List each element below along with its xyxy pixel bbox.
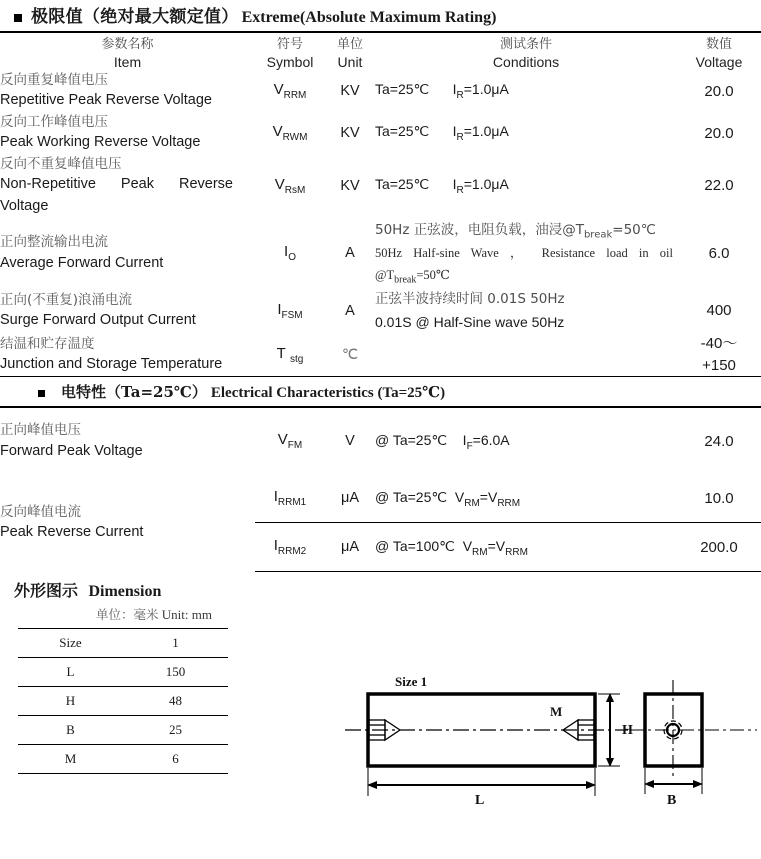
dimension-key: H <box>18 687 123 716</box>
dimension-key: M <box>18 745 123 774</box>
row-unit: ℃ <box>341 346 359 363</box>
row-conditions: Ta=25℃ $I_R=1.0\mu A$ <box>375 123 509 143</box>
header-item-cn: 参数名称 <box>101 37 154 52</box>
row-conditions: @ Ta=100℃ $V_{RM}=V_{RRM}$ <box>375 523 677 572</box>
row-unit: A <box>345 302 355 319</box>
dimension-key: B <box>18 716 123 745</box>
table-row <box>0 408 761 474</box>
row-value: 20.0 <box>704 82 734 100</box>
dimension-title <box>0 572 761 603</box>
section-heading-electrical <box>0 376 761 408</box>
row-item-en: Forward Peak Voltage <box>0 442 143 459</box>
row-unit: μA <box>325 474 375 523</box>
row-conditions <box>375 218 677 289</box>
header-value-cn: 数值 <box>705 37 732 52</box>
table-row <box>0 474 761 523</box>
row-item-cn: 正向整流输出电流 <box>0 234 108 251</box>
row-item <box>0 408 255 474</box>
table-row <box>18 658 228 687</box>
row-item-cn: 正向峰值电压 <box>0 422 81 439</box>
row-symbol: T $_{stg}$ <box>276 344 304 365</box>
row-item <box>0 474 255 572</box>
table-row <box>0 70 761 112</box>
dimension-value: 48 <box>123 687 228 716</box>
dimension-drawing <box>345 672 757 827</box>
dimension-key: Size <box>18 629 123 658</box>
section-heading-extreme-en: Extreme(Absolute Maximum Rating) <box>241 9 497 26</box>
table-header-row <box>0 33 761 70</box>
table-row <box>18 687 228 716</box>
header-symbol-en: Symbol <box>266 54 314 70</box>
row-conditions: Ta=25℃ $I_R=1.0\mu A$ <box>375 175 509 196</box>
cond-temp: Ta=25℃ <box>375 81 430 98</box>
dimension-unit-en: Unit: mm <box>161 607 212 623</box>
row-value: 24.0 <box>704 432 734 450</box>
cond-temp: @ Ta=100℃ <box>375 537 455 554</box>
header-unit-cn: 单位 <box>336 37 363 52</box>
dimension-value: 150 <box>123 658 228 687</box>
row-conditions: Ta=25℃ $I_R=1.0\mu A$ <box>375 81 509 101</box>
header-cell-symbol <box>255 33 325 70</box>
header-conditions-en: Conditions <box>492 54 560 70</box>
row-item <box>0 289 255 333</box>
row-unit: V <box>345 433 355 450</box>
header-conditions-cn: 测试条件 <box>499 37 552 52</box>
row-item-en-line2: Voltage <box>0 198 49 214</box>
row-item <box>0 70 255 112</box>
dimension-arrow-h <box>606 693 614 767</box>
header-unit-en: Unit <box>337 54 363 70</box>
row-symbol: $I_{RRM2}$ <box>255 523 325 572</box>
row-symbol: $I_{RRM1}$ <box>255 474 325 523</box>
dimension-unit-cn: 单位：毫米 <box>96 607 159 623</box>
row-item-en: Repetitive Peak Reverse Voltage <box>0 92 212 109</box>
row-conditions: @ Ta=25℃ $V_{RM}=V_{RRM}$ <box>375 474 677 523</box>
cond-temp: @ Ta=25℃ <box>375 431 448 448</box>
dimension-title-cn: 外形图示 <box>14 581 79 601</box>
header-symbol-cn: 符号 <box>276 37 303 52</box>
section-heading-extreme <box>0 0 761 33</box>
header-cell-value <box>677 33 761 70</box>
table-row <box>0 154 761 218</box>
table-row <box>0 289 761 333</box>
dimension-key: L <box>18 658 123 687</box>
row-item-en: Junction and Storage Temperature <box>0 355 223 372</box>
drawing-label-l: L <box>475 793 485 808</box>
table-row <box>18 629 228 658</box>
row-symbol: $V_{RWM}$ <box>272 123 308 143</box>
dimension-title-en: Dimension <box>88 583 162 601</box>
row-unit: μA <box>325 523 375 572</box>
dimension-value: 1 <box>123 629 228 658</box>
section-heading-extreme-cn: 极限值（绝对最大额定值） <box>31 7 239 27</box>
row-unit: KV <box>340 177 360 194</box>
row-value-line1: -40～ <box>700 334 738 352</box>
table-row <box>18 745 228 774</box>
row-symbol: $I_O$ <box>284 243 296 264</box>
row-unit: KV <box>340 125 360 141</box>
row-item <box>0 333 255 377</box>
dimension-value: 6 <box>123 745 228 774</box>
cond-line-en2: $@T_{break}=50℃$ <box>375 268 450 286</box>
row-value: 22.0 <box>704 177 734 195</box>
row-item-en: Non-Repetitive Peak Reverse <box>0 176 233 193</box>
dimension-arrow-l <box>367 781 596 789</box>
row-value <box>677 333 761 377</box>
cond-line-en: 50Hz Half-sine Wave ， Resistance load in oil <box>375 246 673 261</box>
filled-square-icon <box>38 390 45 397</box>
drawing-label-h: H <box>622 723 633 738</box>
cond-temp: Ta=25℃ <box>375 123 430 140</box>
cond-line-cn: 50Hz 正弦波，电阻负载，油浸$@T_{break}=50℃$ <box>375 221 656 241</box>
section-heading-electrical-en: Electrical Characteristics (Ta=25℃) <box>210 385 446 402</box>
row-item <box>0 154 255 218</box>
row-unit: A <box>345 245 355 262</box>
dimension-unit-note <box>0 603 761 623</box>
row-item-cn: 结温和贮存温度 <box>0 335 95 352</box>
header-cell-item <box>0 33 255 70</box>
drawing-label-m: M <box>550 704 563 719</box>
row-value: 400 <box>706 302 732 320</box>
row-value: 10.0 <box>677 474 761 523</box>
row-item-cn: 反向峰值电流 <box>0 504 81 521</box>
row-conditions <box>375 333 677 377</box>
dimension-arrow-b <box>644 780 703 788</box>
electrical-characteristics-table <box>0 408 761 572</box>
table-row <box>0 333 761 377</box>
dimension-value: 25 <box>123 716 228 745</box>
row-item-cn: 正向(不重复)浪涌电流 <box>0 291 133 308</box>
drawing-label-b: B <box>667 793 677 808</box>
row-symbol: $V_{FM}$ <box>277 431 303 452</box>
dimension-drawing-svg <box>345 672 757 822</box>
header-cell-conditions <box>375 33 677 70</box>
table-row <box>0 112 761 154</box>
drawing-title: Size 1 <box>395 674 428 689</box>
row-value-line2: +150 <box>702 356 736 374</box>
cond-temp: @ Ta=25℃ <box>375 488 448 505</box>
cond-line-cn: 正弦半波持续时间 0.01S 50Hz <box>375 290 565 307</box>
row-unit: KV <box>340 83 360 99</box>
row-value: 6.0 <box>708 244 730 262</box>
row-symbol: $V_{RsM}$ <box>274 175 306 196</box>
row-value: 200.0 <box>677 523 761 572</box>
section-heading-electrical-cn: 电特性（Ta=25℃） <box>61 383 207 402</box>
row-item-cn: 反向重复峰值电压 <box>0 72 108 88</box>
table-row <box>0 218 761 289</box>
dimension-table <box>18 628 228 774</box>
header-cell-unit <box>325 33 375 70</box>
row-value: 20.0 <box>704 124 734 142</box>
cond-line-en: 0.01S @ Half-Sine wave 50Hz <box>375 313 565 330</box>
row-conditions: @ Ta=25℃ $I_F=6.0A$ <box>375 431 510 452</box>
row-conditions <box>375 289 677 333</box>
header-item-en: Item <box>113 54 142 70</box>
table-row <box>18 716 228 745</box>
row-item <box>0 218 255 289</box>
row-item-en: Peak Reverse Current <box>0 524 144 541</box>
row-item-cn: 反向工作峰值电压 <box>0 114 108 130</box>
row-item-en: Surge Forward Output Current <box>0 312 196 329</box>
row-item-en: Average Forward Current <box>0 254 164 271</box>
row-symbol: $I_{FSM}$ <box>277 300 303 321</box>
row-symbol: $V_{RRM}$ <box>273 81 307 101</box>
row-item-cn: 反向不重复峰值电压 <box>0 156 122 172</box>
header-value-en: Voltage <box>695 54 743 70</box>
extreme-ratings-table <box>0 33 761 376</box>
row-item-en: Peak Working Reverse Voltage <box>0 134 201 151</box>
filled-square-icon <box>14 14 22 22</box>
row-item <box>0 112 255 154</box>
cond-temp: Ta=25℃ <box>375 175 430 192</box>
